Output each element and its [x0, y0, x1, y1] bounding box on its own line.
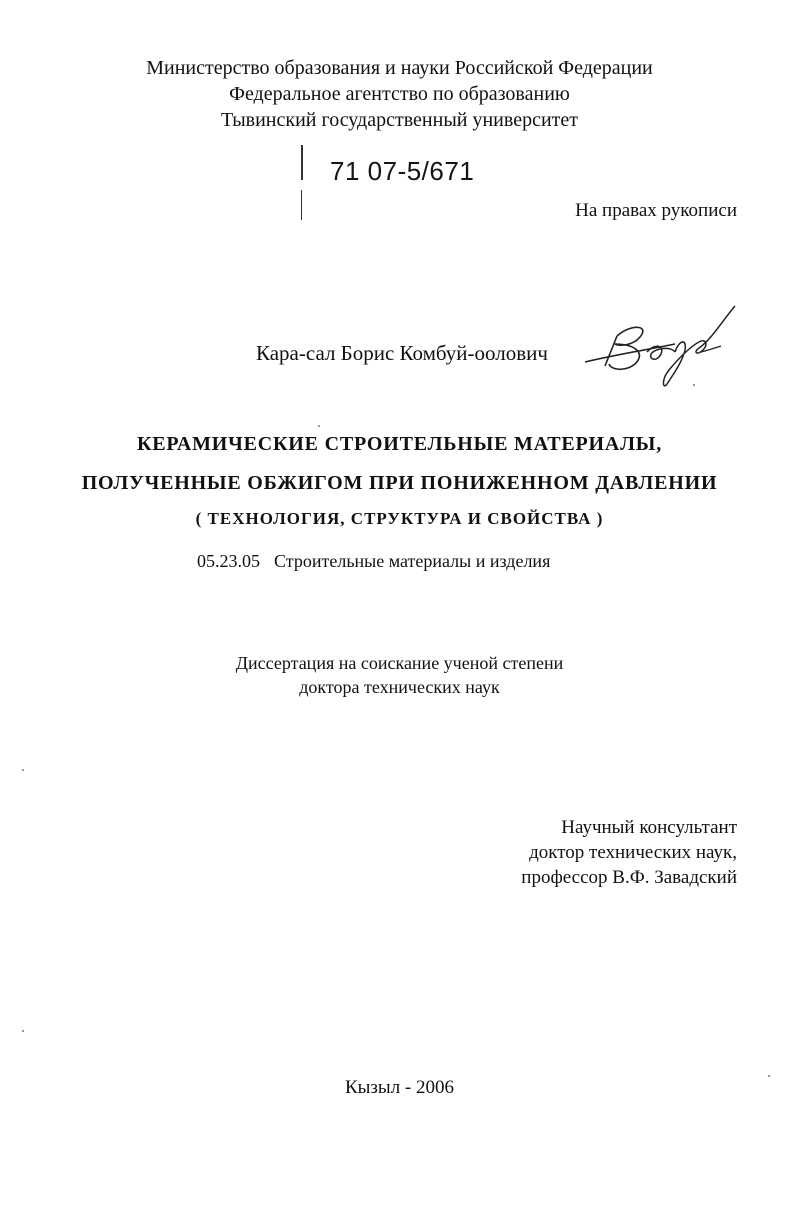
author-name: Кара-сал Борис Комбуй-оолович: [256, 341, 548, 365]
scan-speck: [693, 384, 695, 386]
ministry-line-2: Федеральное агентство по образованию: [229, 83, 570, 105]
scientific-advisor: [521, 815, 737, 890]
title-line-2: ПОЛУЧЕННЫЕ ОБЖИГОМ ПРИ ПОНИЖЕННОМ ДАВЛЕНИИ: [81, 472, 718, 494]
advisor-line-1: Научный консультант: [561, 817, 737, 838]
scan-speck: [22, 769, 24, 771]
title-subtitle: ( ТЕХНОЛОГИЯ, СТРУКТУРА И СВОЙСТВА ): [195, 509, 604, 528]
dissertation-degree: [0, 651, 799, 699]
specialty: [197, 551, 550, 572]
dissertation-line-1: Диссертация на соискание ученой степени: [235, 653, 564, 673]
archive-stamp-number: 71 07-5/671: [330, 156, 475, 186]
ministry-header: [0, 55, 799, 133]
stamp-divider-bottom: [301, 190, 302, 220]
advisor-line-2: доктор технических наук,: [529, 842, 737, 863]
ministry-line-1: Министерство образования и науки Российской Федерации: [146, 57, 653, 79]
advisor-line-3: профессор В.Ф. Завадский: [521, 867, 737, 888]
scan-speck: [768, 1075, 770, 1077]
signature-icon: [575, 300, 750, 390]
ministry-line-3: Тывинский государственный университет: [220, 109, 579, 131]
scan-speck: [22, 1030, 24, 1032]
stamp-divider-top: [301, 145, 303, 180]
manuscript-rights-note: На правах рукописи: [575, 200, 737, 221]
specialty-name: Строительные материалы и изделия: [274, 551, 551, 571]
scan-speck: [318, 425, 320, 427]
city-year: Кызыл - 2006: [344, 1077, 455, 1098]
title-line-1: КЕРАМИЧЕСКИЕ СТРОИТЕЛЬНЫЕ МАТЕРИАЛЫ,: [136, 433, 663, 455]
dissertation-line-2: доктора технических наук: [299, 677, 500, 697]
specialty-code: 05.23.05: [197, 551, 260, 571]
